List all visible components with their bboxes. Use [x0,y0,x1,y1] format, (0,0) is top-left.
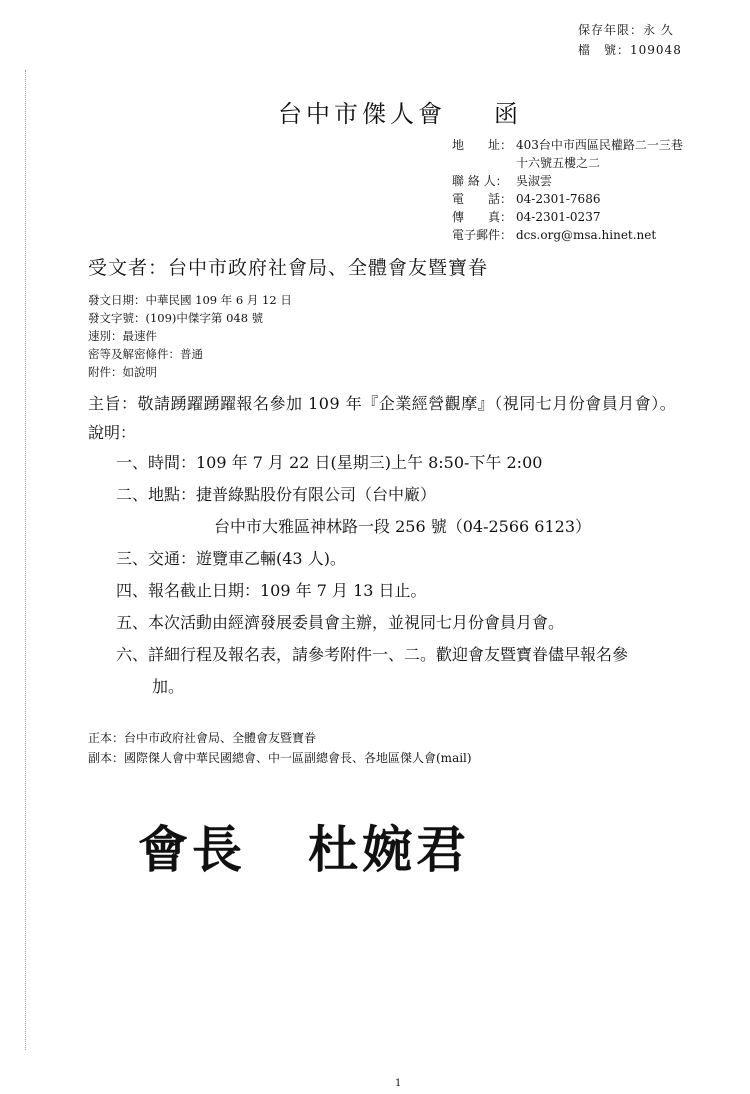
distribution-list [88,728,472,768]
issue-date: 發文日期：中華民國 109 年 6 月 12 日 [88,293,292,307]
document-meta [88,291,292,381]
contact-name: 吳淑雲 [516,174,553,188]
retention-period-value: 永 久 [643,23,674,37]
fax-label: 傳 真： [452,210,513,224]
document-title [278,94,522,129]
list-item: 台中市大雅區神林路一段 256 號（04-2566 6123） [214,517,592,536]
file-number-value: 109048 [630,43,682,57]
security-level: 密等及解密條件：普通 [88,347,203,361]
email-address: dcs.org@msa.hinet.net [516,228,657,242]
list-item: 三、交通：遊覽車乙輛(43 人)。 [116,549,346,568]
signature-title: 會長 [138,820,246,879]
binding-margin-line [25,70,26,1050]
explanation-label: 說明： [88,423,137,442]
address-line1: 403台中市西區民權路二一三巷 [516,138,683,152]
list-item: 四、報名截止日期：109 年 7 月 13 日止。 [116,581,427,600]
list-item: 二、地點：捷普綠點股份有限公司（台中廠） [116,485,437,504]
doc-type: 函 [494,100,522,128]
fax-number: 04-2301-0237 [516,210,601,224]
file-number-label: 檔 號： [578,43,631,57]
list-item: 五、本次活動由經濟發展委員會主辦，並視同七月份會員月會。 [116,613,565,632]
list-item: 六、詳細行程及報名表，請參考附件一、二。歡迎會友暨寶眷儘早報名參 [116,645,629,664]
explanation-list [116,452,628,708]
recipient: 受文者：台中市政府社會局、全體會友暨寶眷 [88,257,489,279]
original-recipients: 正本：台中市政府社會局、全體會友暨寶眷 [88,731,317,745]
address-line2: 十六號五樓之二 [516,156,601,170]
retention-info [578,20,682,60]
phone-label: 電 話： [452,192,513,206]
copy-recipients: 副本：國際傑人會中華民國總會、中一區副總會長、各地區傑人會(mail) [88,751,472,765]
list-item: 加。 [152,677,185,696]
list-item: 一、時間：109 年 7 月 22 日(星期三)上午 8:50-下午 2:00 [116,453,543,472]
signature-name: 杜婉君 [308,820,470,879]
address-label: 地 址： [452,138,513,152]
retention-period-label: 保存年限： [578,23,644,37]
attachment-note: 附件：如說明 [88,365,157,379]
sender-info [452,136,683,244]
delivery-speed: 速別：最速件 [88,329,157,343]
page-number: 1 [395,1078,402,1089]
subject-line: 主旨：敬請踴躍踴躍報名參加 109 年『企業經營觀摩』（視同七月份會員月會）。 [88,394,677,413]
org-name: 台中市傑人會 [278,100,446,128]
reference-number: 發文字號：(109)中傑字第 048 號 [88,311,264,325]
contact-label: 聯 絡 人： [452,174,508,188]
phone-number: 04-2301-7686 [516,192,601,206]
email-label: 電子郵件： [452,228,513,242]
signature [138,810,470,882]
